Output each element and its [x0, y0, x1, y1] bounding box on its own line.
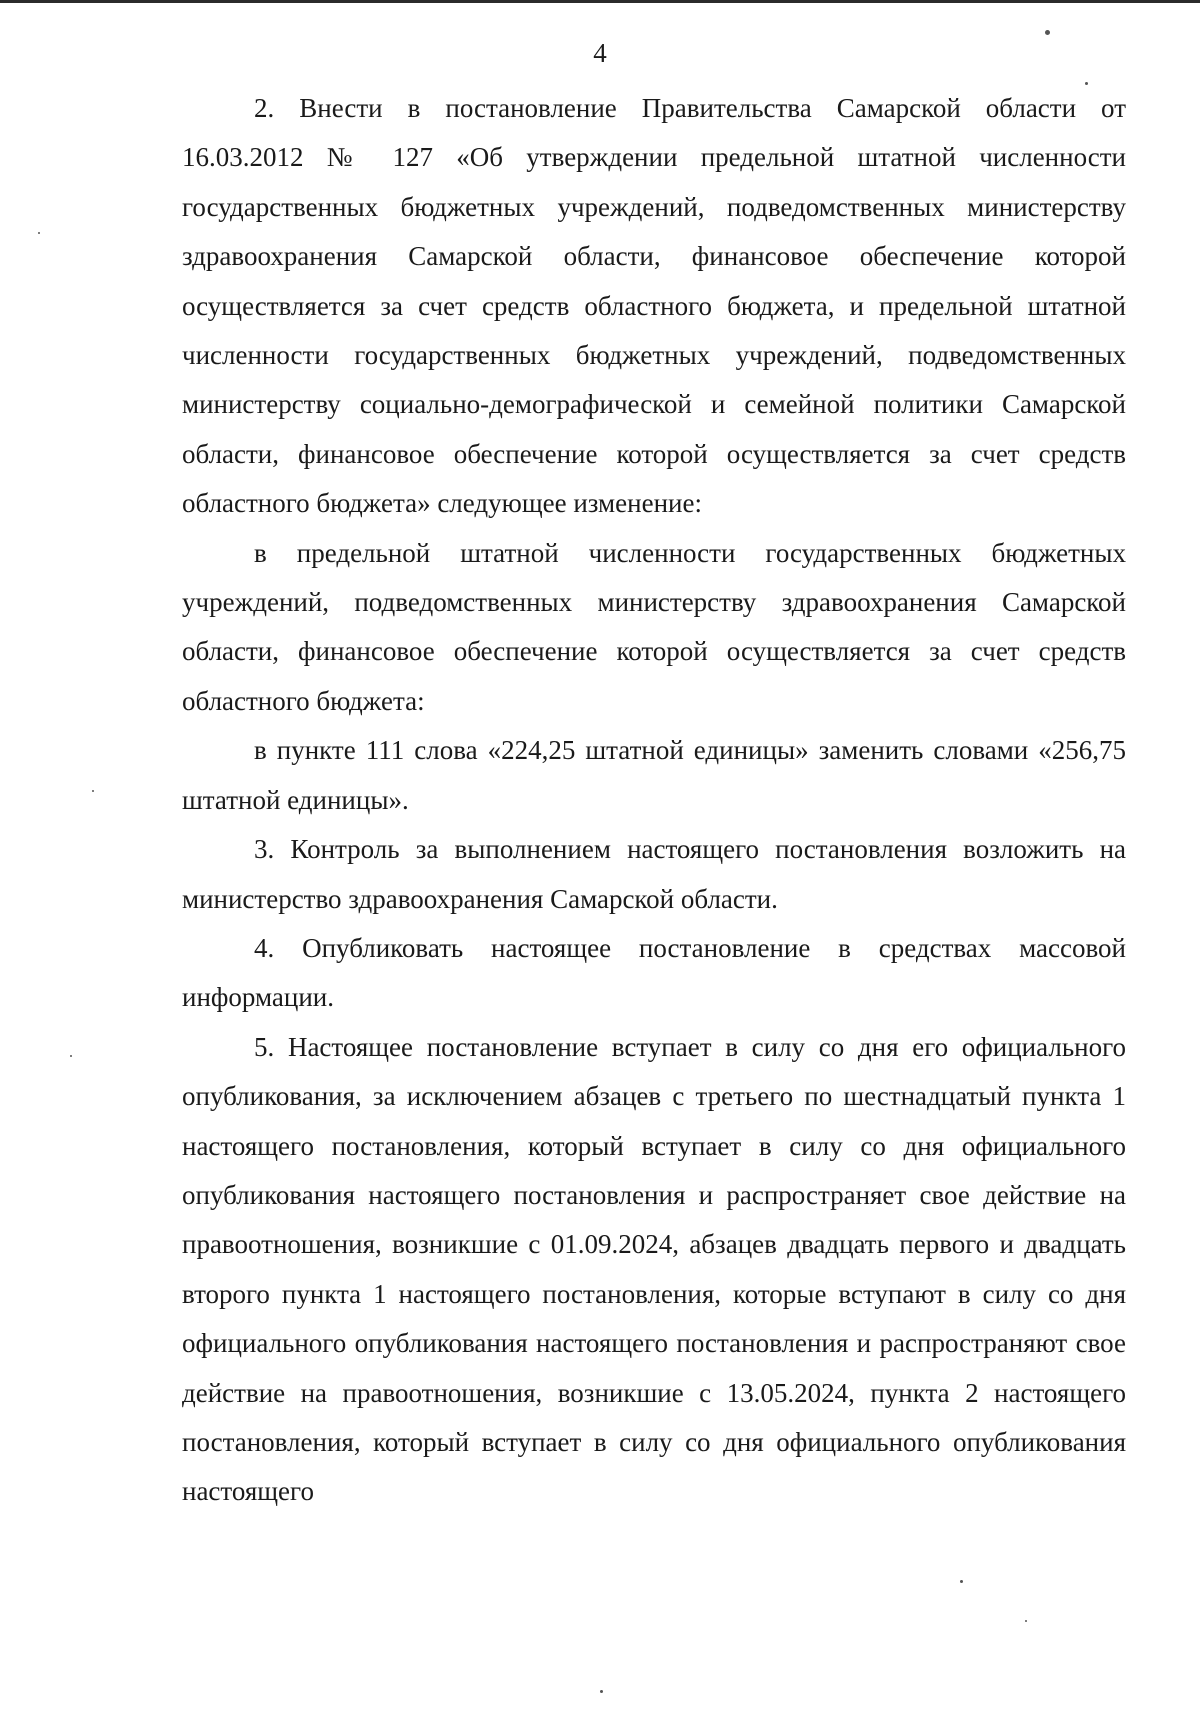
paragraph-5-entry-into-force: 5. Настоящее постановление вступает в силу со дня его официального опубликования, за исключением абзацев с третьего по шестнадцатый пункта 1 настоящего постановления, который вступает в силу со дня официального опубликования настоящего постановления и распространяет свое действие на правоотношения, возникшие с 01.09.2024, абзацев двадцать первого и двадцать второго пункта 1 настоящего постановления, которые вступают в силу со дня официального опубликования настоящего постановления и распространяют свое действие на правоотношения, возникшие с 13.05.2024, пункта 2 настоящего постановления, который вступает в силу со дня официального опубликования настоящего: [182, 1031, 1126, 1507]
scan-speck: [92, 790, 94, 792]
paragraph-amendment-scope: в предельной штатной численности государственных бюджетных учреждений, подведомственных министерству здравоохранения Самарской области, финансовое обеспечение которой осуществляется за счет средств областного бюджета:: [182, 537, 1126, 716]
paragraph-2-amendment: 2. Внести в постановление Правительства Самарской области от 16.03.2012 № 127 «Об утверждении предельной штатной численности государственных бюджетных учреждений, подведомственных министерству здравоохранения Самарской области, финансовое обеспечение которой осуществляется за счет средств областного бюджета, и предельной штатной численности государственных бюджетных учреждений, подведомственных министерству социально-демографической и семейной политики Самарской области, финансовое обеспечение которой осуществляется за счет средств областного бюджета» следующее изменение:: [182, 93, 1126, 519]
page-number: 4: [593, 38, 607, 68]
paragraph-amendment-item-111: в пункте 111 слова «224,25 штатной единицы» заменить словами «256,75 штатной единицы».: [182, 735, 1126, 815]
scan-speck: [1085, 82, 1088, 85]
scan-speck: [1025, 1620, 1027, 1622]
scan-speck: [70, 1055, 72, 1057]
scan-speck: [38, 232, 40, 234]
scan-top-edge: [0, 0, 1200, 3]
paragraph-3-control: 3. Контроль за выполнением настоящего постановления возложить на министерство здравоохранения Самарской области.: [182, 834, 1126, 914]
document-body: [182, 84, 1126, 1517]
paragraph-4-publication: 4. Опубликовать настоящее постановление в средствах массовой информации.: [182, 932, 1126, 1013]
scan-speck: [600, 1690, 603, 1693]
scan-speck: [1045, 30, 1050, 35]
scan-speck: [960, 1580, 963, 1583]
